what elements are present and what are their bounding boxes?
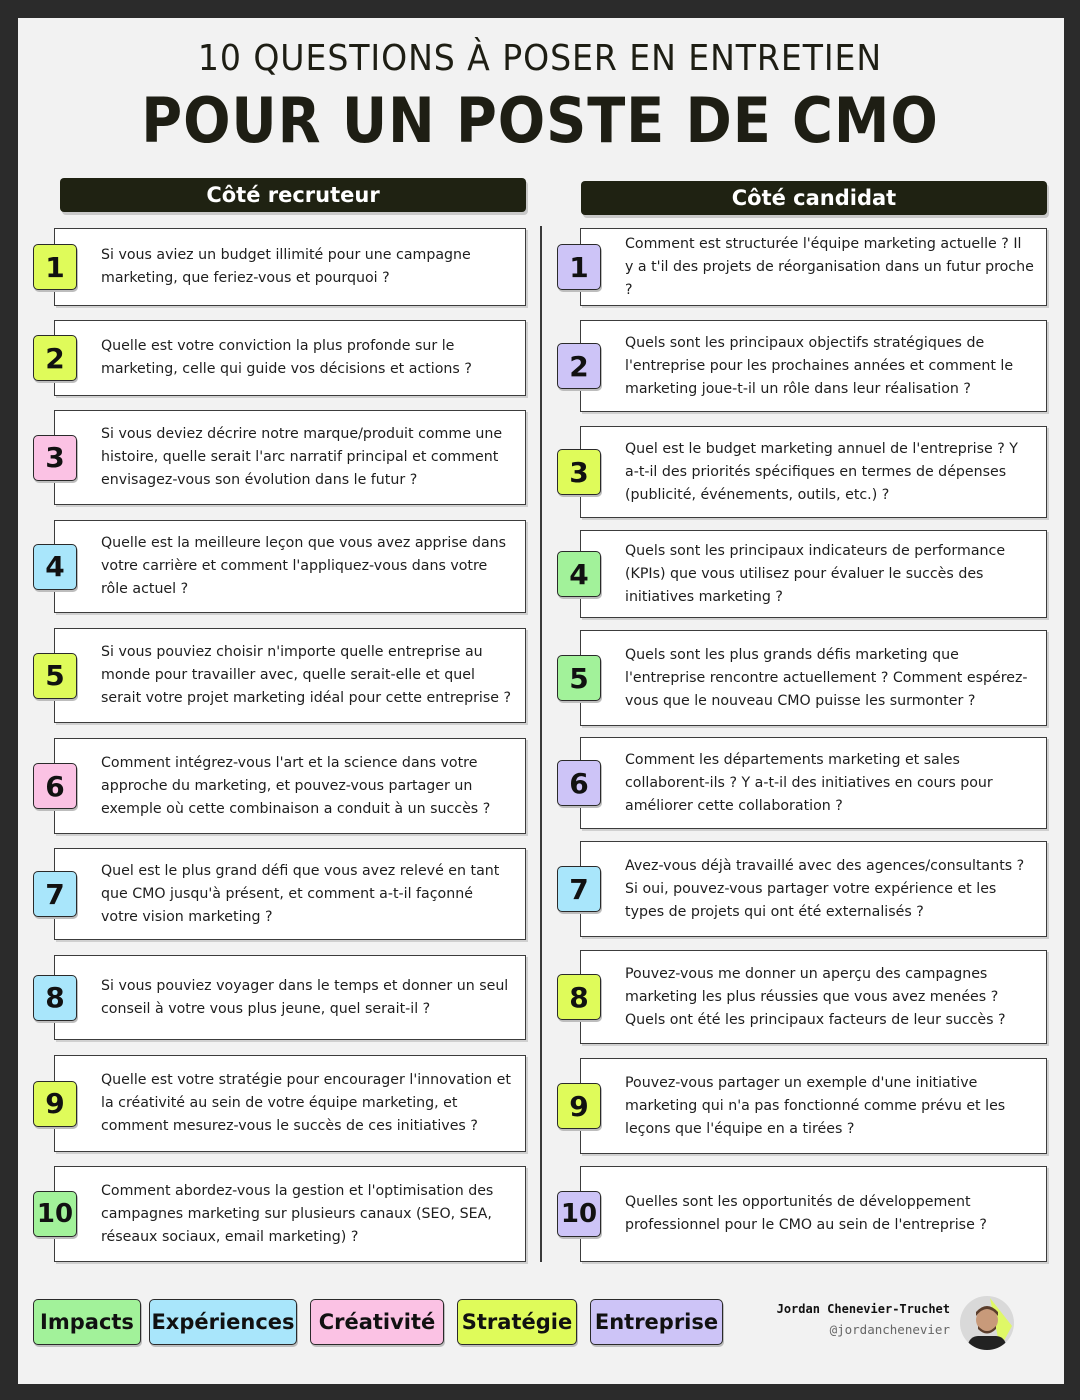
recruiter-question-text: Si vous aviez un budget illimité pour une campagne marketing, que feriez-vous et pourquoi ? — [101, 247, 471, 286]
recruiter-question-card-2 — [54, 320, 526, 396]
recruiter-question-text: Si vous deviez décrire notre marque/produit comme une histoire, quelle serait l'arc narratif principal et comment envisagez-vous son évolution dans le futur ? — [101, 426, 503, 488]
candidate-question-card-10 — [580, 1166, 1047, 1262]
candidate-question-number-badge: 1 — [557, 244, 601, 290]
title-line-1: 10 QUESTIONS À POSER EN ENTRETIEN — [197, 38, 883, 79]
recruiter-question-number-badge: 1 — [33, 244, 77, 290]
candidate-question-card-7 — [580, 841, 1047, 937]
recruiter-question-text: Comment intégrez-vous l'art et la science dans votre approche du marketing, et pouvez-vous partager un exemple où cette combinaison a conduit à un succès ? — [101, 754, 491, 817]
recruiter-question-number-badge: 3 — [33, 435, 77, 481]
candidate-question-text: Quels sont les principaux objectifs stratégiques de l'entreprise pour les prochaines années et comment le marketing joue-t-il un rôle dans leur réalisation ? — [625, 334, 1014, 397]
recruiter-question-card-4 — [54, 520, 526, 613]
recruiter-question-card-1 — [54, 228, 526, 306]
candidate-question-card-2 — [580, 320, 1047, 412]
candidate-question-text: Quels sont les plus grands défis marketing que l'entreprise rencontre actuellement ? Comment espérez-vous que le nouveau CMO puisse les surmonter ? — [625, 646, 1028, 709]
recruiter-column-header: Côté recruteur — [60, 178, 526, 212]
candidate-question-number-badge: 9 — [557, 1083, 601, 1129]
column-divider — [540, 226, 542, 1262]
author-block — [720, 1302, 950, 1337]
recruiter-question-card-6 — [54, 738, 526, 834]
candidate-question-text: Comment est structurée l'équipe marketing actuelle ? Il y a t'il des projets de réorganisation dans un futur proche ? — [625, 235, 1034, 298]
tag-creativite: Créativité — [310, 1299, 444, 1345]
candidate-question-number-badge: 10 — [557, 1191, 601, 1237]
author-handle: @jordanchenevier — [829, 1322, 950, 1337]
candidate-question-card-8 — [580, 950, 1047, 1044]
recruiter-question-card-10 — [54, 1166, 526, 1262]
recruiter-question-text: Si vous pouviez choisir n'importe quelle entreprise au monde pour travailler avec, quelle serait-elle et quel serait votre projet marketing idéal pour cette entreprise ? — [101, 644, 512, 706]
tag-entreprise: Entreprise — [590, 1299, 723, 1345]
tag-impacts: Impacts — [33, 1299, 141, 1345]
candidate-question-text: Pouvez-vous me donner un aperçu des campagnes marketing les plus réussies que vous avez menées ? Quels ont été les principaux facteurs de leur succès ? — [625, 965, 1006, 1028]
candidate-question-card-3 — [580, 426, 1047, 518]
recruiter-question-number-badge: 2 — [33, 335, 77, 381]
recruiter-question-number-badge: 9 — [33, 1081, 77, 1127]
recruiter-question-text: Quelle est votre conviction la plus profonde sur le marketing, celle qui guide vos décisions et actions ? — [101, 338, 472, 377]
recruiter-question-card-5 — [54, 628, 526, 723]
tag-strategie: Stratégie — [457, 1299, 577, 1345]
recruiter-question-number-badge: 5 — [33, 653, 77, 699]
candidate-question-text: Avez-vous déjà travaillé avec des agences/consultants ? Si oui, pouvez-vous partager votre expérience et les types de projets qui ont été externalisés ? — [625, 857, 1025, 920]
candidate-question-number-badge: 2 — [557, 343, 601, 389]
recruiter-question-number-badge: 10 — [33, 1191, 77, 1237]
recruiter-question-text: Si vous pouviez voyager dans le temps et donner un seul conseil à votre vous plus jeune, quel serait-il ? — [101, 977, 509, 1017]
candidate-question-number-badge: 3 — [557, 449, 601, 495]
recruiter-question-text: Comment abordez-vous la gestion et l'optimisation des campagnes marketing sur plusieurs canaux (SEO, SEA, réseaux sociaux, email marketing) ? — [101, 1182, 494, 1245]
candidate-question-number-badge: 7 — [557, 866, 601, 912]
candidate-column-header: Côté candidat — [581, 181, 1047, 215]
recruiter-question-card-7 — [54, 848, 526, 940]
recruiter-question-number-badge: 8 — [33, 975, 77, 1021]
candidate-question-text: Quelles sont les opportunités de développement professionnel pour le CMO au sein de l'entreprise ? — [625, 1194, 987, 1233]
candidate-question-number-badge: 4 — [557, 551, 601, 597]
recruiter-question-card-3 — [54, 410, 526, 505]
candidate-question-card-9 — [580, 1058, 1047, 1154]
candidate-question-number-badge: 6 — [557, 760, 601, 806]
candidate-question-number-badge: 8 — [557, 974, 601, 1020]
recruiter-question-number-badge: 4 — [33, 544, 77, 590]
candidate-question-card-6 — [580, 737, 1047, 829]
recruiter-question-text: Quelle est la meilleure leçon que vous avez apprise dans votre carrière et comment l'appliquez-vous dans votre rôle actuel ? — [101, 535, 507, 597]
candidate-question-text: Quels sont les principaux indicateurs de performance (KPIs) que vous utilisez pour évaluer le succès des initiatives marketing ? — [625, 542, 1006, 605]
title-line-2: POUR UN POSTE DE CMO — [141, 84, 939, 157]
author-name: Jordan Chenevier-Truchet — [776, 1302, 950, 1316]
candidate-question-card-4 — [580, 530, 1047, 618]
recruiter-question-text: Quelle est votre stratégie pour encourager l'innovation et la créativité au sein de votre équipe marketing, et comment mesurez-vous le succès de ces initiatives ? — [101, 1072, 511, 1134]
candidate-question-card-1 — [580, 228, 1047, 306]
recruiter-question-card-8 — [54, 955, 526, 1040]
avatar — [960, 1296, 1014, 1350]
tag-experiences: Expériences — [149, 1299, 297, 1345]
recruiter-question-card-9 — [54, 1055, 526, 1152]
recruiter-question-text: Quel est le plus grand défi que vous avez relevé en tant que CMO jusqu'à présent, et comment a-t-il façonné votre vision marketing ? — [101, 862, 500, 925]
recruiter-question-number-badge: 6 — [33, 763, 77, 809]
candidate-question-number-badge: 5 — [557, 655, 601, 701]
recruiter-question-number-badge: 7 — [33, 871, 77, 917]
candidate-question-card-5 — [580, 630, 1047, 726]
candidate-question-text: Quel est le budget marketing annuel de l'entreprise ? Y a-t-il des priorités spécifiques en termes de dépenses (publicité, événements, outils, etc.) ? — [625, 440, 1018, 503]
candidate-question-text: Pouvez-vous partager un exemple d'une initiative marketing qui n'a pas fonctionné comme prévu et les leçons que l'équipe en a tirées ? — [625, 1074, 1006, 1137]
candidate-question-text: Comment les départements marketing et sales collaborent-ils ? Y a-t-il des initiatives en cours pour améliorer cette collaboration ? — [625, 751, 993, 814]
